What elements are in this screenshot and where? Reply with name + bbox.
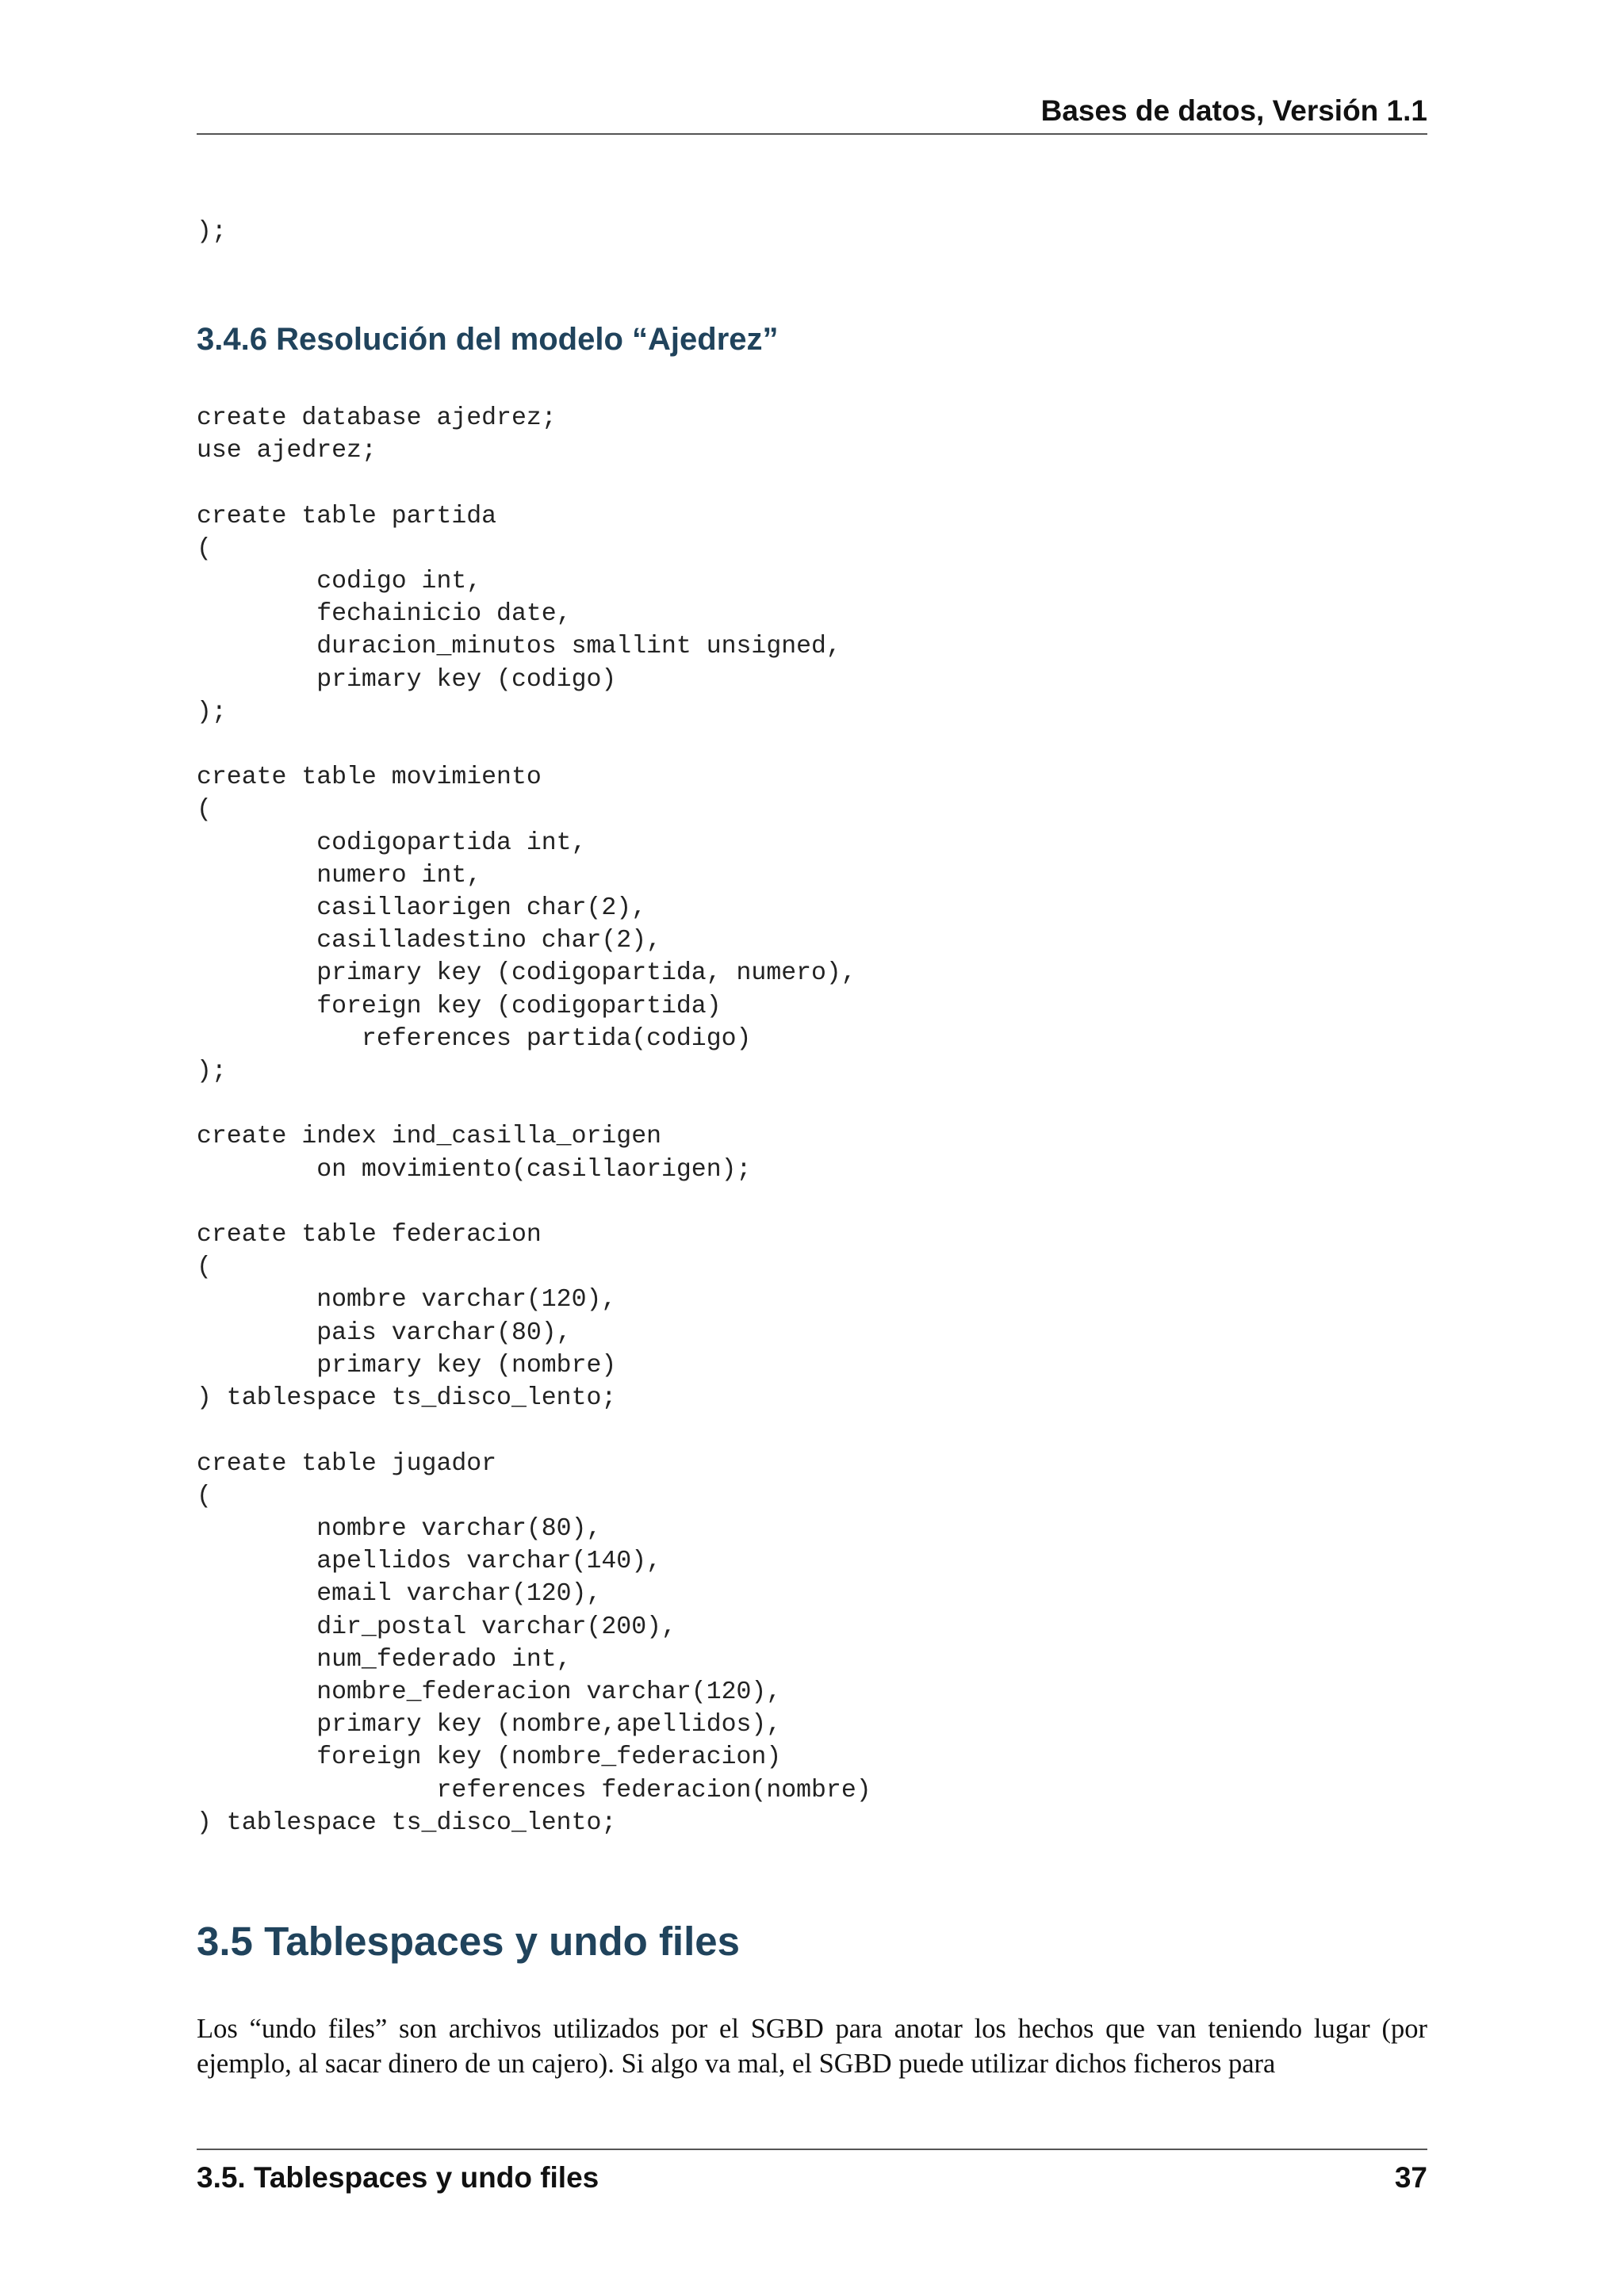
page-footer: [197, 2149, 1427, 2206]
section-heading-3-4-6: 3.4.6 Resolución del modelo “Ajedrez”: [197, 322, 779, 357]
body-paragraph: Los “undo files” son archivos utilizados por el SGBD para anotar los hechos que van teniendo lugar (por ejemplo, al sacar dinero de un cajero). Si algo va mal, el SGBD puede utilizar dichos ficheros para: [197, 2014, 1427, 2079]
code-block-ajedrez: create database ajedrez; use ajedrez; create table partida ( codigo int, fechainicio date, duracion_minutos smallint unsigned, primary key (codigo) ); create table movimiento ( codigopartida int, numero int, casillaorigen char(2), casilladestino char(2), primary key (codigopartida, numero), foreign key (codigopartida) references partida(codigo) ); create index ind_casilla_origen on movimiento(casillaorigen); create table federacion ( nombre varchar(120), pais varchar(80), primary key (nombre) ) tablespace ts_disco_lento; create table jugador ( nombre varchar(80), apellidos varchar(140), email varchar(120), dir_postal varchar(200), num_federado int, nombre_federacion varchar(120), primary key (nombre,apellidos), foreign key (nombre_federacion) references federacion(nombre) ) tablespace ts_disco_lento;: [197, 404, 871, 1837]
page-number: 37: [1394, 2161, 1427, 2194]
section-heading-3-5: 3.5 Tablespaces y undo files: [197, 1919, 740, 1964]
footer-section-label: 3.5. Tablespaces y undo files: [197, 2161, 599, 2194]
code-block-previous: );: [197, 218, 227, 246]
running-header: Bases de datos, Versión 1.1: [197, 89, 1427, 135]
